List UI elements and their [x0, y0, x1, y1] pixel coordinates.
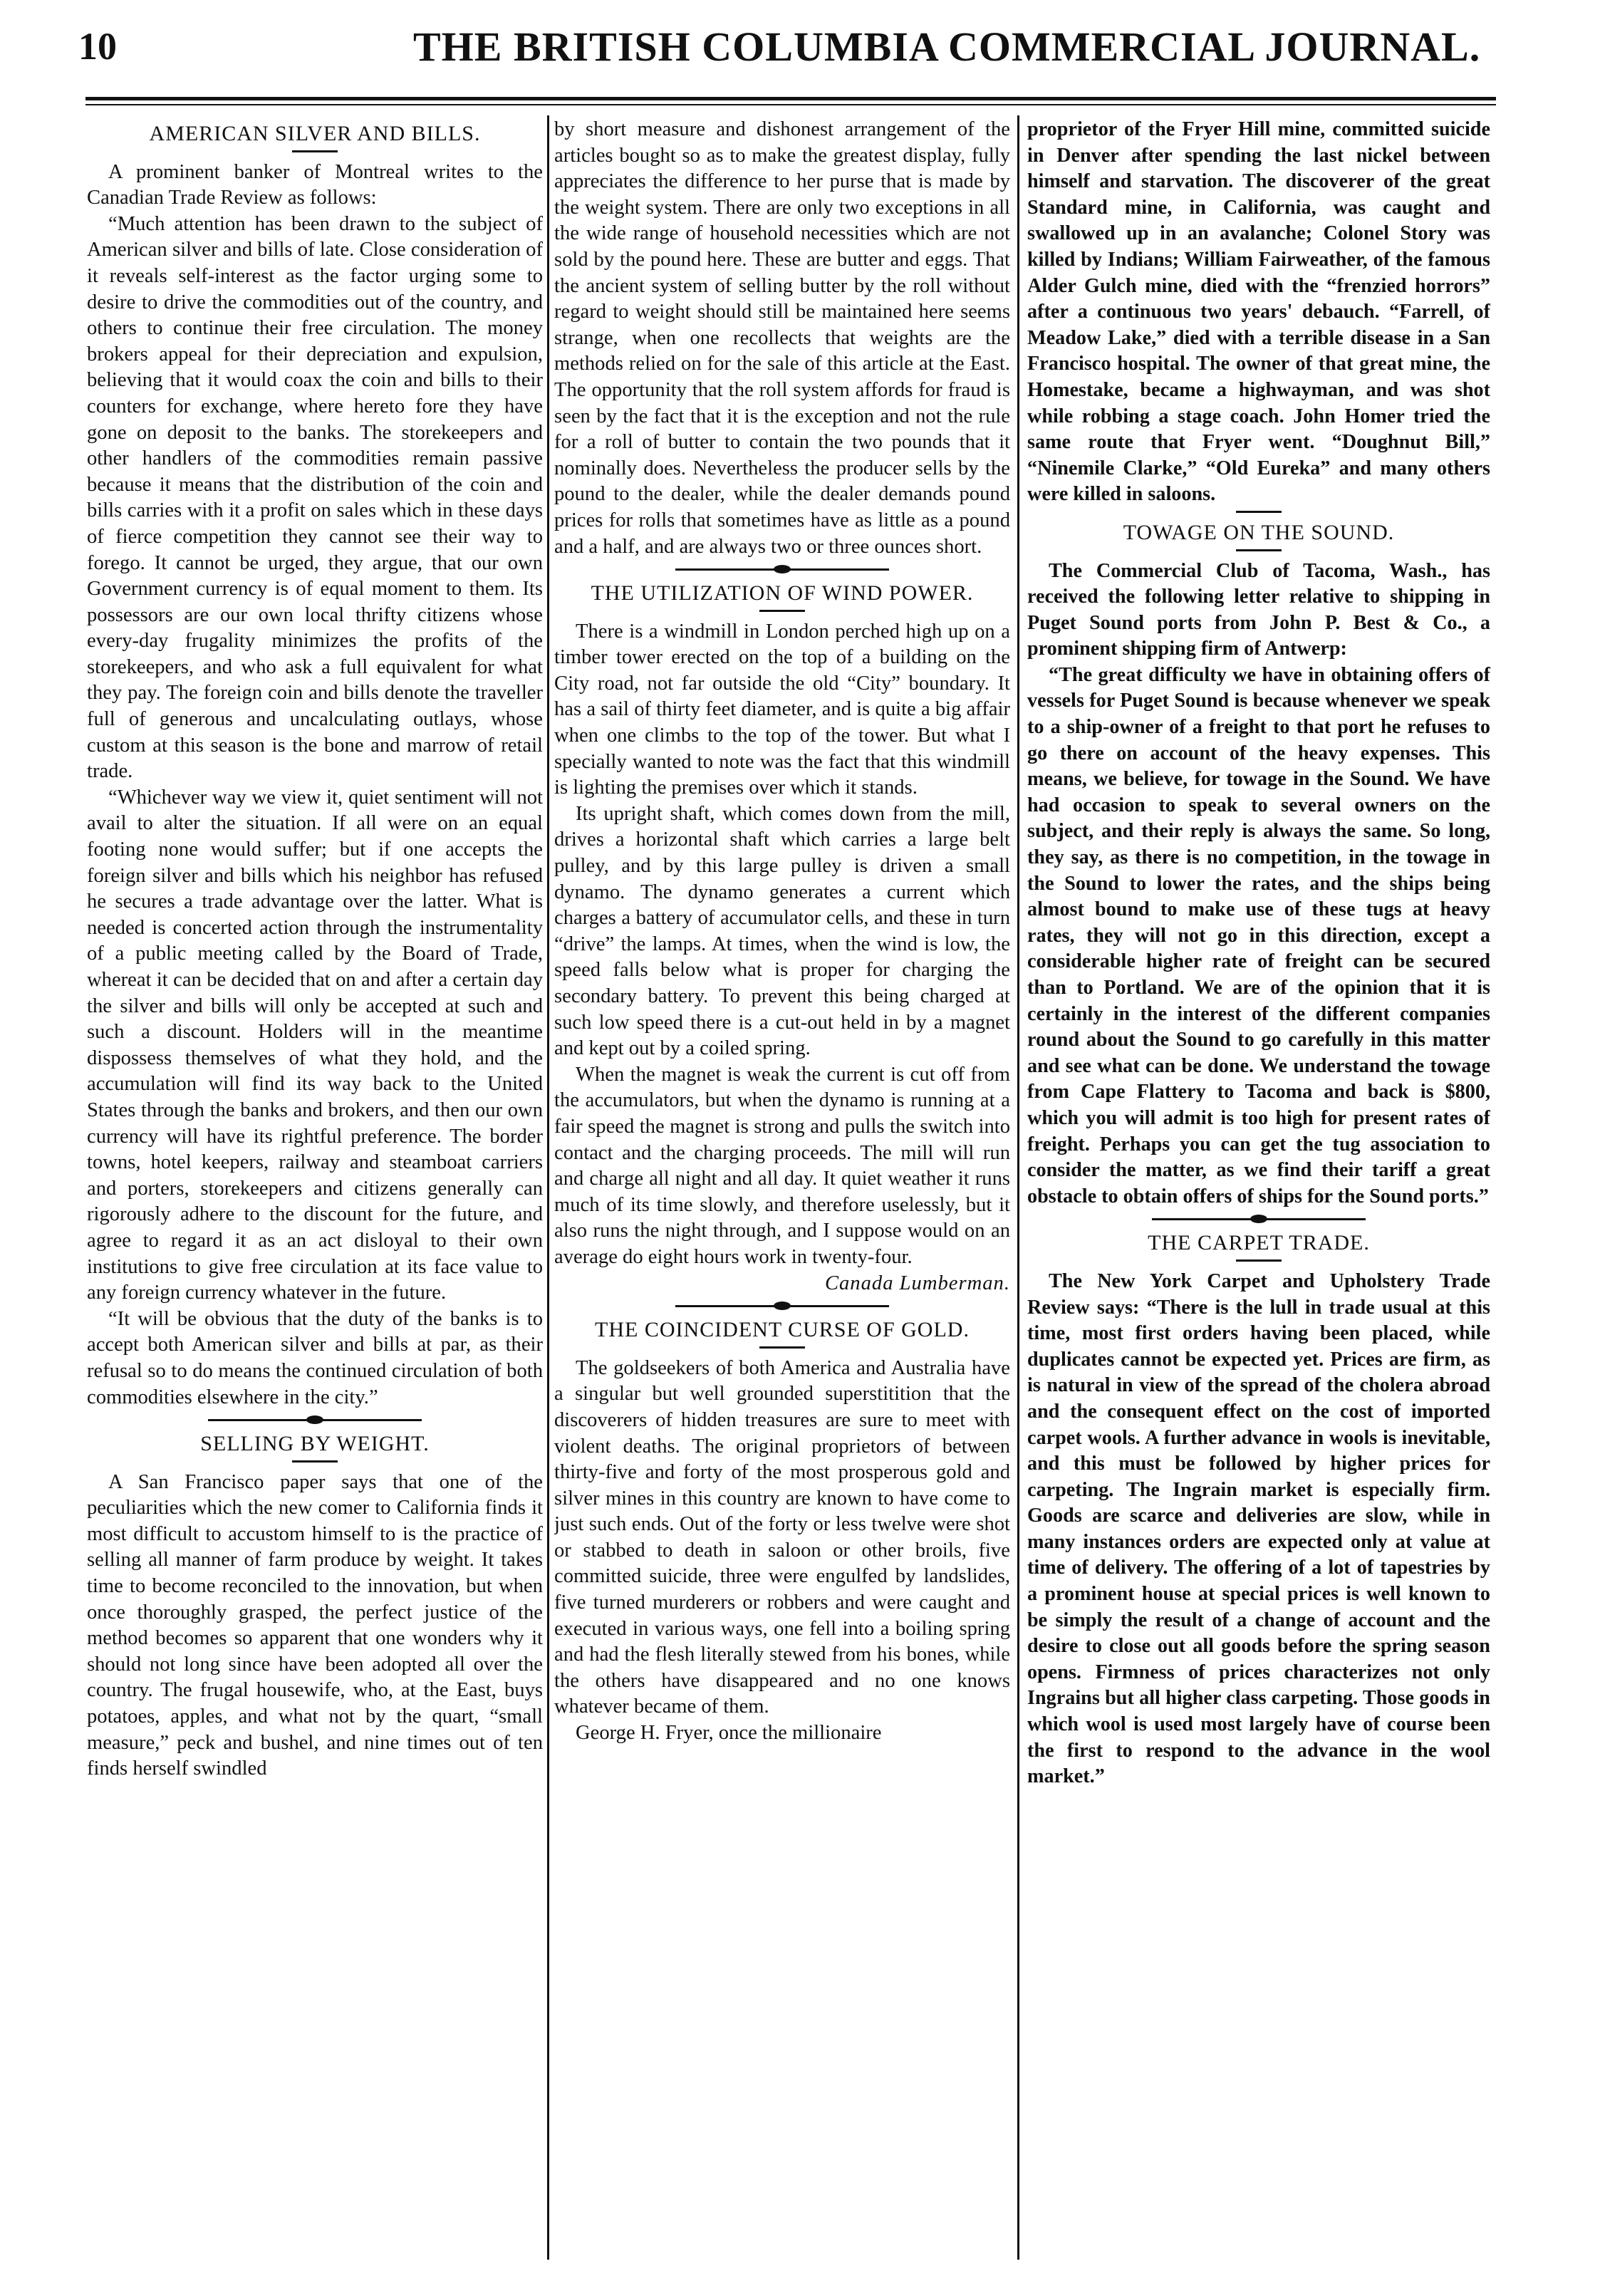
headline-rule [759, 1346, 805, 1349]
article-credit [554, 1271, 1010, 1297]
article-paragraph: A prominent banker of Montreal writes to the Canadian Trade Review as follows: [87, 160, 543, 209]
section-ornament [675, 1305, 889, 1307]
article-paragraph: “The great difficulty we have in obtaining offers of vessels for Puget Sound is because whenever we speak to a ship-owner of a freight to that port he refuses to go there on account of the heavy expenses. This means, we believe, for towage in the Sound. We have had occasion to speak to several owners on the subject, and their reply is always the same. So long, they say, as there is no competition, in the towage in the Sound to lower the rates, and the ships being almost bound to make use of these tugs at heavy rates, they will not go in this direction, except a considerable higher rate of freight can be secured than to Portland. We are of the opinion that it is certainly in the interest of the different companies round about the Sound to go carefully in this matter and see what can be done. We understand the towage from Cape Flattery to Tacoma and back is $800, which you will admit is too high for present rates of freight. Perhaps you can get the tug association to consider the matter, as we find their tariff a great obstacle to obtain offers of ships for the Sound ports.” [1027, 663, 1490, 1207]
article-headline: SELLING BY WEIGHT. [200, 1432, 430, 1456]
headline-rule [1236, 1259, 1282, 1262]
masthead-rule [85, 97, 1496, 100]
continued-paragraph: proprietor of the Fryer Hill mine, committed suicide in Denver after spending the last nickel between himself and starvation. The discoverer of the great Standard mine, in California, was caught and swallowed up in an avalanche; Colonel Story was killed by Indians; William Fairweather, of the famous Alder Gulch mine, died with the “frenzied horrors” after a continuous two years' debauch. “Farrell, of Meadow Lake,” died with a terrible disease in a San Francisco hospital. The owner of that great mine, the Homestake, became a highwayman, and was shot while robbing a stage coach. John Homer tried the same route that Fryer went. “Doughnut Bill,” “Ninemile Clarke,” “Old Eureka” and many others were killed in saloons. [1027, 118, 1490, 506]
article-paragraph: “Whichever way we view it, quiet sentiment will not avail to alter the situation. If all were on an equal footing none would suffer; but if one accepts the foreign silver and bills which his neighbor has refused he secures a trade advantage over the latter. What is needed is concerted action through the instrumentality of a public meeting called by the Board of Trade, whereat it can be decided that on and after a certain day the silver and bills will only be accepted at such and such a discount. Holders will in the meantime dispossess themselves of what they hold, and the accumulation will find its way back to the United States through the banks and brokers, and then our own currency will have its rightful preference. The border towns, hotel keepers, railway and steamboat carriers and porters, storekeepers and citizens generally can rigorously adhere to the discount for the future, and agree to regard it as an act disloyal to their own institutions to give free circulation at its face value to any foreign currency whatever in the future. [87, 786, 543, 1304]
headline-rule [1236, 549, 1282, 551]
article-paragraph: “Much attention has been drawn to the subject of American silver and bills of late. Close consideration of it reveals self-interest as the factor urging some to desire to drive the commodities out of the country, and others to continue their free circulation. The money brokers appeal for their depreciation and expulsion, believing that it would coax the coin and bills to their counters for exchange, where hereto fore they have gone on deposit to the banks. The storekeepers and other handlers of the commodities remain passive because it means that the distribution of the coin and bills carries with it a profit on sales which in these days of fierce competition they cannot see their way to forego. It cannot be urged, they argue, that our own Government currency is of equal moment to them. Its possessors are our own local thrifty citizens whose every-day frugality minimizes the profits of the storekeepers, and who ask a full equivalent for what they pay. The foreign coin and bills denote the traveller full of generous and uncalculating outlays, whose custom at this season is the bone and marrow of retail trade. [87, 212, 543, 783]
section-ornament [675, 568, 889, 571]
article-paragraph: A San Francisco paper says that one of the peculiarities which the new comer to California finds it most difficult to accustom himself to is the practice of selling all manner of farm produce by weight. It takes time to become reconciled to the innovation, but when once thoroughly grasped, the perfect justice of the method becomes so apparent that one wonders why it should not long since have been adopted all over the country. The frugal housewife, who, at the East, buys potatoes, apples, and what not by the quart, “small measure,” peck and bushel, and nine times out of ten finds herself swindled [87, 1470, 543, 1780]
headline-rule [759, 610, 805, 612]
article-paragraph: The Commercial Club of Tacoma, Wash., has received the following letter relative to shipping in Puget Sound ports from John P. Best & Co., a prominent shipping firm of Antwerp: [1027, 559, 1490, 660]
continued-paragraph: by short measure and dishonest arrangement of the articles bought so as to make the greatest display, fully appreciates the difference to her purse that is made by the weight system. There are only two exceptions in all the wide range of household necessities which are not sold by the pound here. These are butter and eggs. That the ancient system of selling butter by the roll without regard to weight should still be maintained here seems strange, when one recollects that weights are the methods relied on for the sale of this article at the East. The opportunity that the roll system affords for fraud is seen by the fact that it is the exception and not the rule for a roll of butter to contain the two pounds that it nominally does. Nevertheless the producer sells by the pound to the dealer, while the dealer demands pound prices for rolls that sometimes have as little as a pound and a half, and are always two or three ounces short. [554, 118, 1010, 558]
article-paragraph: The New York Carpet and Upholstery Trade Review says: “There is the lull in trade usual at this time, most first orders having been placed, while duplicates cannot be expected yet. Prices are firm, as is natural in view of the spread of the cholera abroad and the consequent effect on the cost of imported carpet wools. A further advance in wools is inevitable, and this must be followed by higher prices for carpeting. The Ingrain market is especially firm. Goods are scarce and deliveries are slow, while in many instances orders are expected only at value at time of delivery. The offering of a lot of tapestries by a prominent house at special prices is well known to be simply the result of a change of account and the desire to close out all goods before the spring season opens. Firmness of prices characterizes not only Ingrains but all higher class carpeting. Those goods in which wool is used most largely have of course been the first to respond to the advance in the wool market.” [1027, 1269, 1490, 1788]
article-headline: THE UTILIZATION OF WIND POWER. [591, 581, 974, 606]
article-paragraph: George H. Fryer, once the millionaire [576, 1722, 882, 1745]
article-wind-power [554, 581, 1010, 1297]
article-headline: THE COINCIDENT CURSE OF GOLD. [595, 1318, 970, 1342]
section-ornament [208, 1419, 422, 1421]
column-divider [547, 115, 549, 2260]
article-curse-of-gold [554, 1317, 1010, 1747]
column-2 [554, 117, 1010, 2261]
headline-rule [1236, 511, 1282, 513]
journal-title: THE BRITISH COLUMBIA COMMERCIAL JOURNAL. [413, 24, 1481, 70]
article-carpet-trade [1027, 1230, 1490, 1789]
credit-text: Canada Lumberman. [824, 1272, 1010, 1294]
article-american-silver [87, 121, 543, 1411]
column-divider [1017, 115, 1019, 2260]
article-selling-by-weight [87, 1431, 543, 1782]
article-paragraph: There is a windmill in London perched high up on a timber tower erected on the top of a building on the City road, not far outside the old “City” boundary. It has a sail of thirty feet diameter, and is quite a big affair when one climbs to the top of the tower. But what I specially wanted to note was the fact that this windmill is lighting the premises over which it stands. [554, 620, 1010, 799]
article-headline: THE CARPET TRADE. [1148, 1231, 1370, 1255]
article-headline: TOWAGE ON THE SOUND. [1123, 520, 1395, 544]
article-paragraph: “It will be obvious that the duty of the banks is to accept both American silver and bills at par, as their refusal so to do means the continued circulation of both commodities elsewhere in the city.” [87, 1307, 543, 1408]
article-paragraph: When the magnet is weak the current is cut off from the accumulators, but when the dynamo is running at a fair speed the magnet is strong and pulls the switch into contact and the charging proceeds. The mill will run and charge all night and all day. It quiet weather it runs much of its time slowly, and therefore uselessly, but it also runs the night through, and I suppose would on an average do eight hours work in twenty-four. [554, 1063, 1010, 1268]
article-towage [1027, 520, 1490, 1210]
headline-rule [292, 1460, 338, 1463]
article-headline: AMERICAN SILVER AND BILLS. [149, 122, 481, 145]
page-number: 10 [78, 25, 117, 68]
article-paragraph: The goldseekers of both America and Australia have a singular but well grounded superstitition that the discoverers of hidden treasures are sure to meet with violent deaths. The original proprietors of between thirty-five and forty of the most prosperous gold and silver mines in this country are known to have come to just such ends. Out of the forty or less twelve were shot or stabbed to death in saloon or other broils, five committed suicide, three were engulfed by landslides, five turned murderers or robbers and were caught and executed in various ways, one fell into a boiling spring and had the flesh literally stewed from his bones, while the others have disappeared and no one knows whatever became of them. [554, 1356, 1010, 1718]
masthead-rule-thin [85, 104, 1496, 105]
section-ornament [1152, 1218, 1366, 1220]
article-paragraph: Its upright shaft, which comes down from the mill, drives a horizontal shaft which carries a large belt pulley, and by this large pulley is driven a small dynamo. The dynamo generates a current which charges a battery of accumulator cells, and these in turn “drive” the lamps. At times, when the wind is low, the speed falls below what is proper for charging the secondary battery. To prevent this being charged at such low speed there is a cut-out held in by a magnet and kept out by a coiled spring. [554, 802, 1010, 1060]
column-3 [1027, 117, 1490, 2261]
headline-rule [292, 150, 338, 152]
column-1 [87, 117, 543, 2261]
masthead [78, 20, 1510, 76]
